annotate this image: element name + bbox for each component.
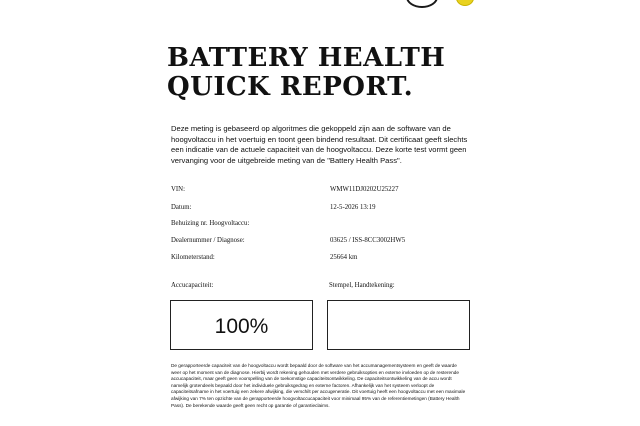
- intro-paragraph: Deze meting is gebaseerd op algoritmes die gekoppeld zijn aan de software van de hoogvoltaccu in het voertuig en toont geen bindend resultaat. Dit certificaat geeft slechts een indicatie van de actuele capaciteit van de hoogvoltaccu. Deze korte test vormt geen vervanging voor de uitgebreide meting van de "Battery Health Pass".: [171, 124, 468, 165]
- brand-logos: [400, 0, 480, 8]
- vin-label: VIN:: [171, 186, 185, 193]
- stamp-signature-label: Stempel, Handtekening:: [329, 282, 395, 289]
- dealer-diagnosis-value: 03625 / ISS-8CC3002HW5: [330, 237, 406, 244]
- stamp-signature-box: [327, 300, 470, 350]
- report-title-line2: QUICK REPORT.: [167, 72, 414, 102]
- dealer-diagnosis-label: Dealernummer / Diagnose:: [171, 237, 245, 244]
- brand-badge-icon: [456, 0, 474, 6]
- brand-logo-icon: [406, 0, 438, 8]
- mileage-value: 25664 km: [330, 254, 358, 261]
- casing-number-label: Behuizing nr. Hoogvoltaccu:: [171, 220, 250, 227]
- capacity-value: 100%: [214, 315, 269, 338]
- report-title: [167, 44, 487, 102]
- disclaimer-text: De gerapporteerde capaciteit van de hoogvoltaccu wordt bepaald door de software van het accumanagementsysteem en geeft de waarde weer op het moment van de diagnose. Hierbij wordt rekening gehouden met verdere gebruiksopties en externe invloeden op de resterende accucapaciteit, maar geeft geen voorspelling van de toekomstige capaciteitsontwikkeling. De capaciteitsontwikkeling van de accu wordt namelijk grotendeels bepaald door het individuele gebruiksgedrag en externe factoren. Afhankelijk van het systeem verloopt de capaciteitsafname in het voertuig een zekere afwijking, die verschilt per accugeneratie. Dit voertuig heeft een hoogvoltaccu met een maximale afwijking van 7% ten opzichte van de gerapporteerde hoogvoltaccucapaciteit voor minimaal 95% van de referentiemetingen (Battery Health Pass). De berekende waarde geeft geen recht op garantie of garantieclaims.: [171, 363, 466, 408]
- report-title-line1: BATTERY HEALTH: [167, 43, 446, 73]
- mileage-label: Kilometerstand:: [171, 254, 215, 261]
- vin-value: WMW11DJ0202U25227: [330, 186, 399, 193]
- date-label: Datum:: [171, 204, 192, 211]
- capacity-box: [170, 300, 313, 350]
- capacity-label: Accucapaciteit:: [171, 282, 214, 289]
- date-value: 12-5-2026 13:19: [330, 204, 376, 211]
